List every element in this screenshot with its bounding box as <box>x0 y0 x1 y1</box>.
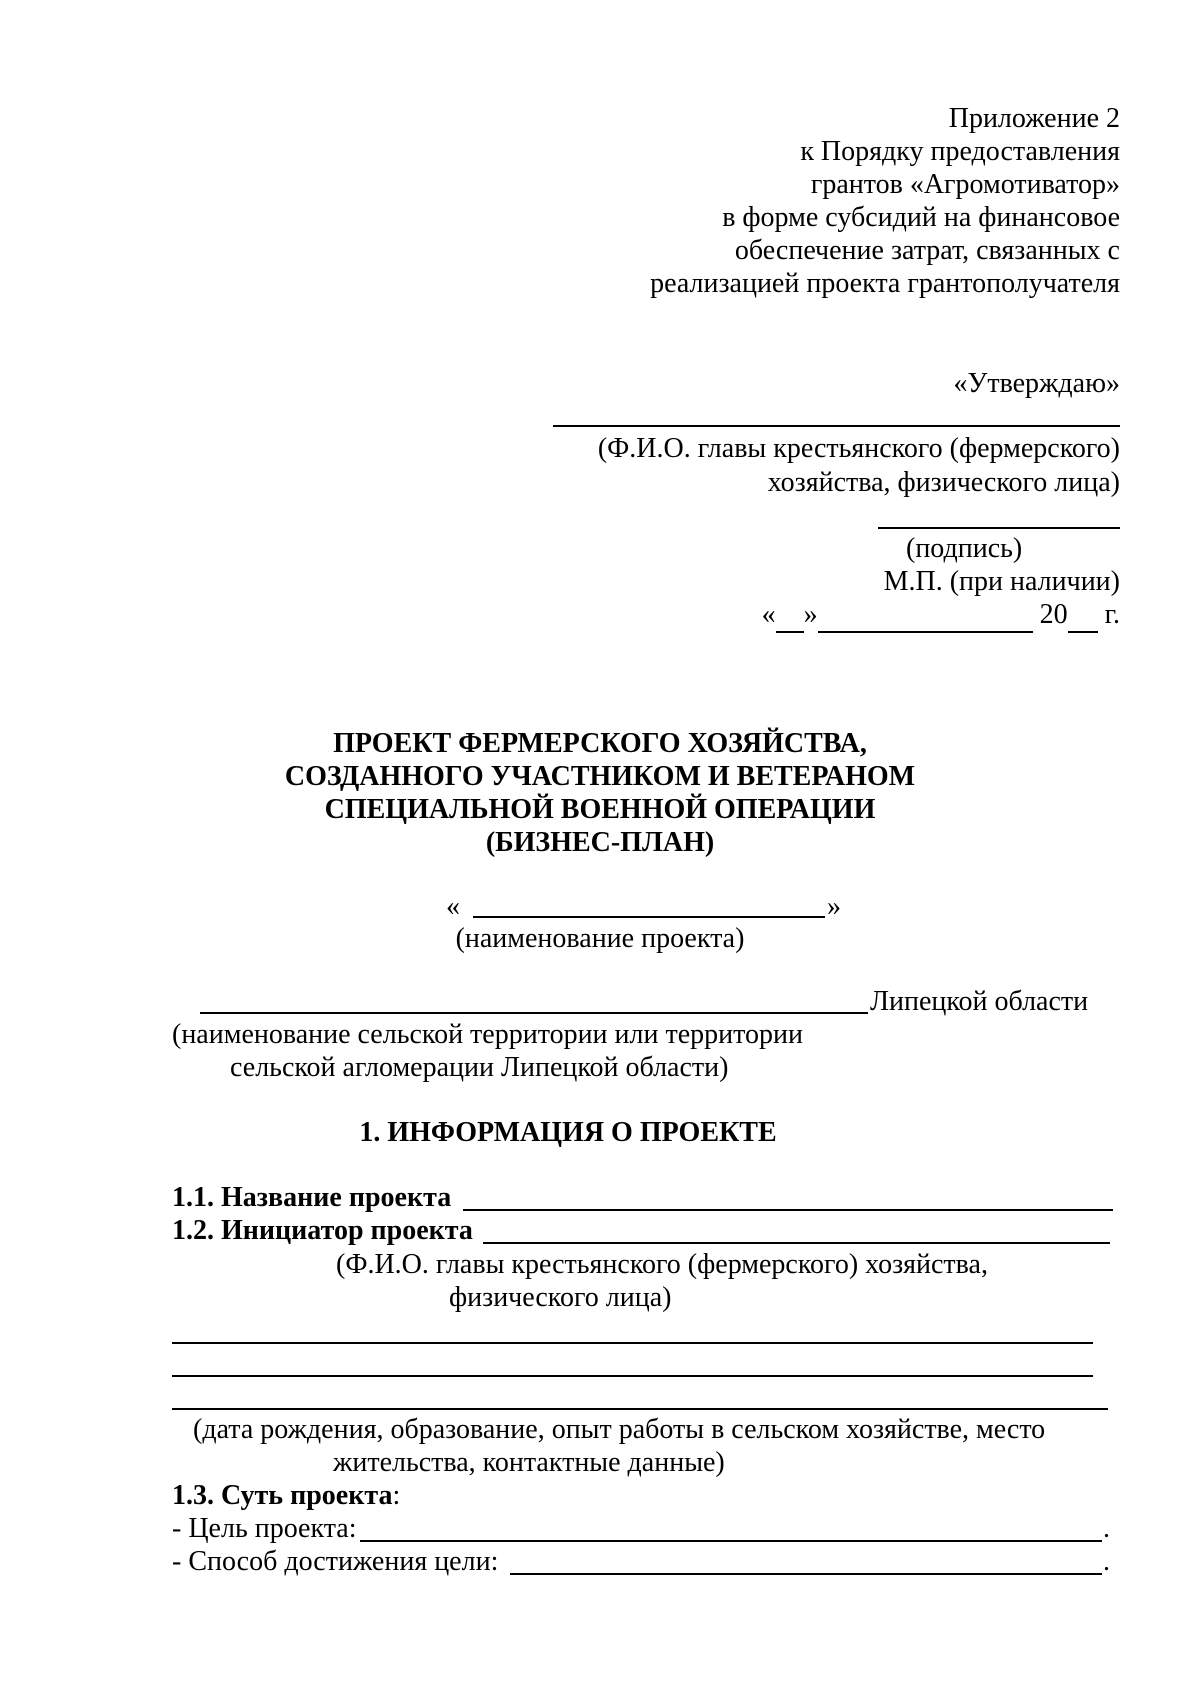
item-1-3-label: 1.3. Суть проекта <box>172 1480 393 1511</box>
details-caption-2: жительства, контактные данные) <box>333 1447 725 1478</box>
territory-suffix: Липецкой области <box>870 986 1089 1017</box>
signature-line[interactable] <box>878 527 1120 529</box>
goal-label: - Цель проекта: <box>172 1513 357 1544</box>
territory-line[interactable] <box>200 1012 868 1014</box>
stamp-label: М.П. (при наличии) <box>883 566 1120 597</box>
appendix-line: к Порядку предоставления <box>800 136 1120 167</box>
date-month-blank[interactable] <box>818 598 1033 633</box>
initiator-details-line[interactable] <box>172 1408 1108 1410</box>
title-line: СОЗДАННОГО УЧАСТНИКОМ И ВЕТЕРАНОМ <box>284 761 916 792</box>
method-label: - Способ достижения цели: <box>172 1546 499 1577</box>
item-1-2-label: 1.2. Инициатор проекта <box>172 1215 473 1246</box>
appendix-line: Приложение 2 <box>948 103 1120 134</box>
project-name-open-quote: « <box>446 891 460 922</box>
head-name-caption-2: хозяйства, физического лица) <box>767 467 1120 498</box>
initiator-details-line[interactable] <box>172 1342 1093 1344</box>
goal-period: . <box>1103 1513 1110 1544</box>
approval-date <box>520 598 1120 633</box>
date-year: 20 <box>1039 599 1068 630</box>
territory-caption-2: сельской агломерации Липецкой области) <box>230 1052 729 1083</box>
initiator-line[interactable] <box>483 1242 1110 1244</box>
appendix-line: грантов «Агромотиватор» <box>810 169 1120 200</box>
head-name-line[interactable] <box>553 425 1120 427</box>
territory-caption: (наименование сельской территории или территории <box>172 1019 803 1050</box>
signature-caption: (подпись) <box>906 533 1023 564</box>
appendix-block <box>520 102 1120 300</box>
head-name-caption: (Ф.И.О. главы крестьянского (фермерского) <box>597 433 1120 464</box>
document-title <box>0 727 1200 859</box>
details-caption: (дата рождения, образование, опыт работы в сельском хозяйстве, место <box>193 1414 1046 1445</box>
project-name-close-quote: » <box>827 891 841 922</box>
title-line: ПРОЕКТ ФЕРМЕРСКОГО ХОЗЯЙСТВА, <box>333 728 867 759</box>
title-line: (БИЗНЕС-ПЛАН) <box>485 827 715 858</box>
initiator-details-line[interactable] <box>172 1375 1093 1377</box>
date-day-blank[interactable] <box>776 598 804 633</box>
method-period: . <box>1103 1546 1110 1577</box>
appendix-line: обеспечение затрат, связанных с <box>734 235 1120 266</box>
date-open-quote: « <box>761 599 776 630</box>
project-name-caption: (наименование проекта) <box>455 923 745 954</box>
date-close-quote: » <box>803 599 818 630</box>
approval-title: «Утверждаю» <box>953 368 1120 399</box>
item-1-3-colon: : <box>392 1480 401 1511</box>
initiator-caption: (Ф.И.О. главы крестьянского (фермерского) хозяйства, <box>336 1249 988 1280</box>
goal-line[interactable] <box>360 1540 1102 1542</box>
item-1-1-label: 1.1. Название проекта <box>172 1182 452 1213</box>
appendix-line: реализацией проекта грантополучателя <box>650 268 1120 299</box>
item-1-3 <box>172 1479 400 1512</box>
title-line: СПЕЦИАЛЬНОЙ ВОЕННОЙ ОПЕРАЦИИ <box>324 794 876 825</box>
project-name-line[interactable] <box>473 916 825 918</box>
appendix-line: в форме субсидий на финансовое <box>722 202 1120 233</box>
date-suffix: г. <box>1097 599 1120 630</box>
project-title-line[interactable] <box>463 1209 1113 1211</box>
initiator-caption-2: физического лица) <box>449 1282 672 1313</box>
method-line[interactable] <box>510 1573 1102 1575</box>
section-heading: 1. ИНФОРМАЦИЯ О ПРОЕКТЕ <box>359 1117 777 1148</box>
date-year-blank[interactable] <box>1068 598 1098 633</box>
